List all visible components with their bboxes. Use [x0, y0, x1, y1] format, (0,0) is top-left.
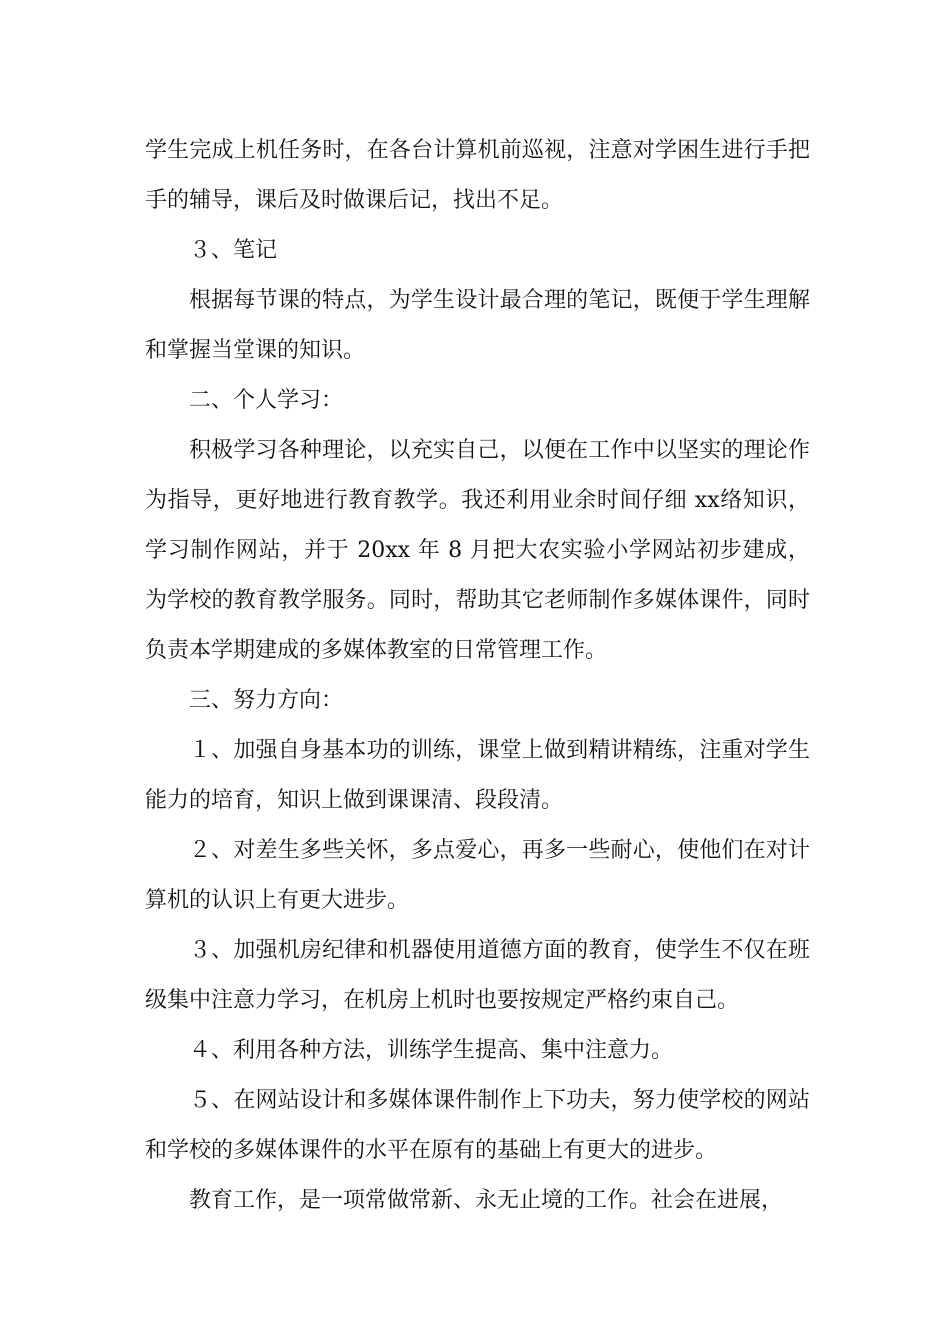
list-item: ２、对差生多些关怀，多点爱心，再多一些耐心，使他们在对计算机的认识上有更大进步。 [145, 838, 810, 913]
paragraph-continued: 学生完成上机任务时，在各台计算机前巡视，注意对学困生进行手把手的辅导，课后及时做课后记，找出不足。 [145, 138, 810, 213]
section-heading-direction: 三、努力方向： [189, 688, 344, 713]
list-item: １、加强自身基本功的训练，课堂上做到精讲精练，注重对学生能力的培育，知识上做到课课清、段段清。 [145, 738, 810, 813]
document-body [145, 126, 810, 1226]
section-heading-personal-study: 二、个人学习： [189, 388, 344, 413]
subheading-notes: ３、笔记 [189, 238, 278, 263]
list-item: ３、加强机房纪律和机器使用道德方面的教育，使学生不仅在班级集中注意力学习，在机房上机时也要按规定严格约束自己。 [145, 938, 810, 1013]
paragraph: 根据每节课的特点，为学生设计最合理的笔记，既便于学生理解和掌握当堂课的知识。 [145, 288, 810, 363]
paragraph: 积极学习各种理论，以充实自己，以便在工作中以坚实的理论作为指导，更好地进行教育教学。我还利用业余时间仔细 xx络知识，学习制作网站，并于 20xx 年 8 月把大农实验小学网站初步建成，为学校的教育教学服务。同时，帮助其它老师制作多媒体课件，同时负责本学期建成的多媒体教室的日常管理工作。 [145, 438, 810, 663]
list-item: ４、利用各种方法，训练学生提高、集中注意力。 [189, 1038, 674, 1063]
paragraph: 教育工作，是一项常做常新、永无止境的工作。社会在进展， [189, 1188, 784, 1213]
list-item: ５、在网站设计和多媒体课件制作上下功夫，努力使学校的网站和学校的多媒体课件的水平在原有的基础上有更大的进步。 [145, 1088, 810, 1163]
